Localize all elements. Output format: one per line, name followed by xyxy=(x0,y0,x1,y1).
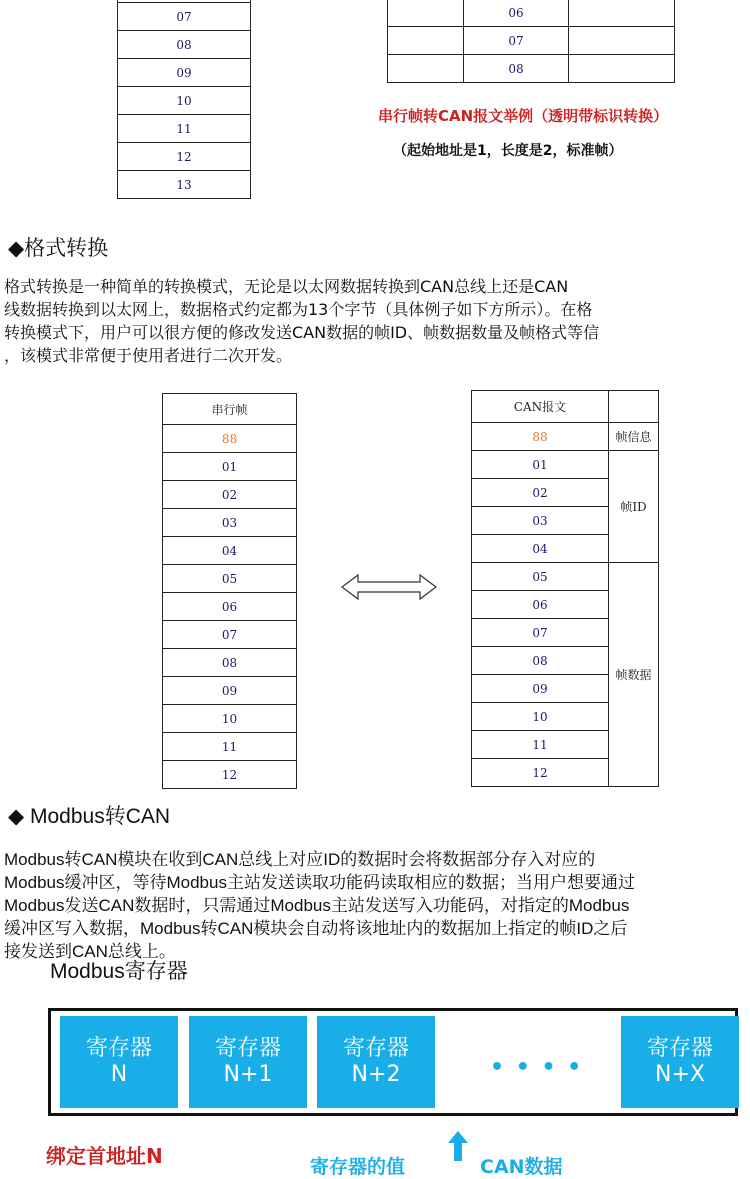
table-cell: 02 xyxy=(472,479,609,507)
table-cell: 01 xyxy=(163,453,297,481)
table-cell: 09 xyxy=(118,59,251,87)
table-cell: 02 xyxy=(163,481,297,509)
table-cell xyxy=(569,27,675,55)
table-cell: 08 xyxy=(118,31,251,59)
register-value-label: 寄存器的值 xyxy=(310,1156,406,1178)
format-heading: ◆格式转换 xyxy=(8,236,109,260)
table-cell: 13 xyxy=(118,171,251,199)
table-cell: 06 xyxy=(472,591,609,619)
table-cell: 06 xyxy=(163,593,297,621)
table-cell: 07 xyxy=(472,619,609,647)
table-cell: 88 xyxy=(472,423,609,451)
table-cell: 03 xyxy=(163,509,297,537)
paragraph-line: Modbus缓冲区，等待Modbus主站发送读取功能码读取相应的数据；当用户想要通过 xyxy=(4,873,635,892)
top-right-table xyxy=(387,0,675,83)
register-index: N+1 xyxy=(223,1062,273,1087)
frame-info-label: 帧信息 xyxy=(609,423,659,451)
register-diagram-title: Modbus寄存器 xyxy=(50,960,188,983)
register-label: 寄存器 xyxy=(342,1036,409,1061)
modbus-paragraph xyxy=(4,848,635,963)
table-cell: 05 xyxy=(472,563,609,591)
table-cell: 08 xyxy=(163,649,297,677)
table-cell: 11 xyxy=(472,731,609,759)
table-cell xyxy=(388,55,464,83)
register-n-plus-1 xyxy=(189,1016,307,1108)
table-cell: 10 xyxy=(118,87,251,115)
can-frame-table xyxy=(471,390,659,787)
table-cell: 05 xyxy=(163,565,297,593)
table-cell xyxy=(388,27,464,55)
paragraph-line: ，该模式非常便于使用者进行二次开发。 xyxy=(4,346,293,365)
register-index: N+2 xyxy=(351,1062,401,1087)
table-cell: 12 xyxy=(472,759,609,787)
example-caption: 串行帧转CAN报文举例（透明带标识转换） xyxy=(378,107,669,125)
format-paragraph xyxy=(4,275,599,367)
paragraph-line: 转换模式下，用户可以很方便的修改发送CAN数据的帧ID、帧数据数量及帧格式等信 xyxy=(4,323,600,342)
table-cell: 01 xyxy=(472,451,609,479)
example-subcaption: （起始地址是1，长度是2，标准帧） xyxy=(393,143,623,159)
paragraph-line: 线数据转换到以太网上，数据格式约定都为13个字节（具体例子如下方所示）。在格 xyxy=(4,300,593,319)
table-header: 串行帧 xyxy=(163,394,297,425)
register-index: N+X xyxy=(655,1062,705,1087)
paragraph-line: Modbus发送CAN数据时，只需通过Modbus主站发送写入功能码，对指定的Modbus xyxy=(4,896,630,915)
top-left-table xyxy=(117,0,251,199)
table-cell: 07 xyxy=(464,27,569,55)
table-cell: 04 xyxy=(472,535,609,563)
register-label: 寄存器 xyxy=(214,1036,281,1061)
serial-frame-table xyxy=(162,393,297,789)
table-cell xyxy=(569,0,675,27)
register-n-plus-x xyxy=(621,1016,739,1108)
register-label: 寄存器 xyxy=(85,1036,152,1061)
table-header: CAN报文 xyxy=(472,391,609,423)
table-cell: 11 xyxy=(118,115,251,143)
table-cell: 07 xyxy=(163,621,297,649)
table-cell: 08 xyxy=(472,647,609,675)
can-data-label: CAN数据 xyxy=(480,1156,563,1178)
table-cell: 08 xyxy=(464,55,569,83)
register-n-plus-2 xyxy=(317,1016,435,1108)
table-cell: 09 xyxy=(163,677,297,705)
register-label: 寄存器 xyxy=(646,1036,713,1061)
frame-id-label: 帧ID xyxy=(609,451,659,563)
paragraph-line: 接发送到CAN总线上。 xyxy=(4,942,176,961)
table-cell: 04 xyxy=(163,537,297,565)
table-cell xyxy=(388,0,464,27)
modbus-heading: ◆ Modbus转CAN xyxy=(8,805,171,828)
table-cell: 10 xyxy=(163,705,297,733)
table-cell: 12 xyxy=(118,143,251,171)
table-cell: 07 xyxy=(118,3,251,31)
register-index: N xyxy=(110,1062,128,1087)
arrow-up-icon xyxy=(447,1130,469,1161)
paragraph-line: 格式转换是一种简单的转换模式，无论是以太网数据转换到CAN总线上还是CAN xyxy=(4,277,569,296)
table-cell xyxy=(569,55,675,83)
register-ellipsis: • • • • xyxy=(490,1055,584,1080)
table-cell: 03 xyxy=(472,507,609,535)
bind-first-address-label: 绑定首地址N xyxy=(46,1144,163,1168)
table-cell: 88 xyxy=(163,425,297,453)
frame-data-label: 帧数据 xyxy=(609,563,659,787)
table-cell: 11 xyxy=(163,733,297,761)
table-cell: 09 xyxy=(472,675,609,703)
table-cell: 12 xyxy=(163,761,297,789)
register-n xyxy=(60,1016,178,1108)
table-cell: 10 xyxy=(472,703,609,731)
paragraph-line: Modbus转CAN模块在收到CAN总线上对应ID的数据时会将数据部分存入对应的 xyxy=(4,850,596,869)
paragraph-line: 缓冲区写入数据，Modbus转CAN模块会自动将该地址内的数据加上指定的帧ID之后 xyxy=(4,919,628,938)
double-arrow-icon xyxy=(340,572,438,602)
table-cell xyxy=(609,391,659,423)
table-cell: 06 xyxy=(464,0,569,27)
